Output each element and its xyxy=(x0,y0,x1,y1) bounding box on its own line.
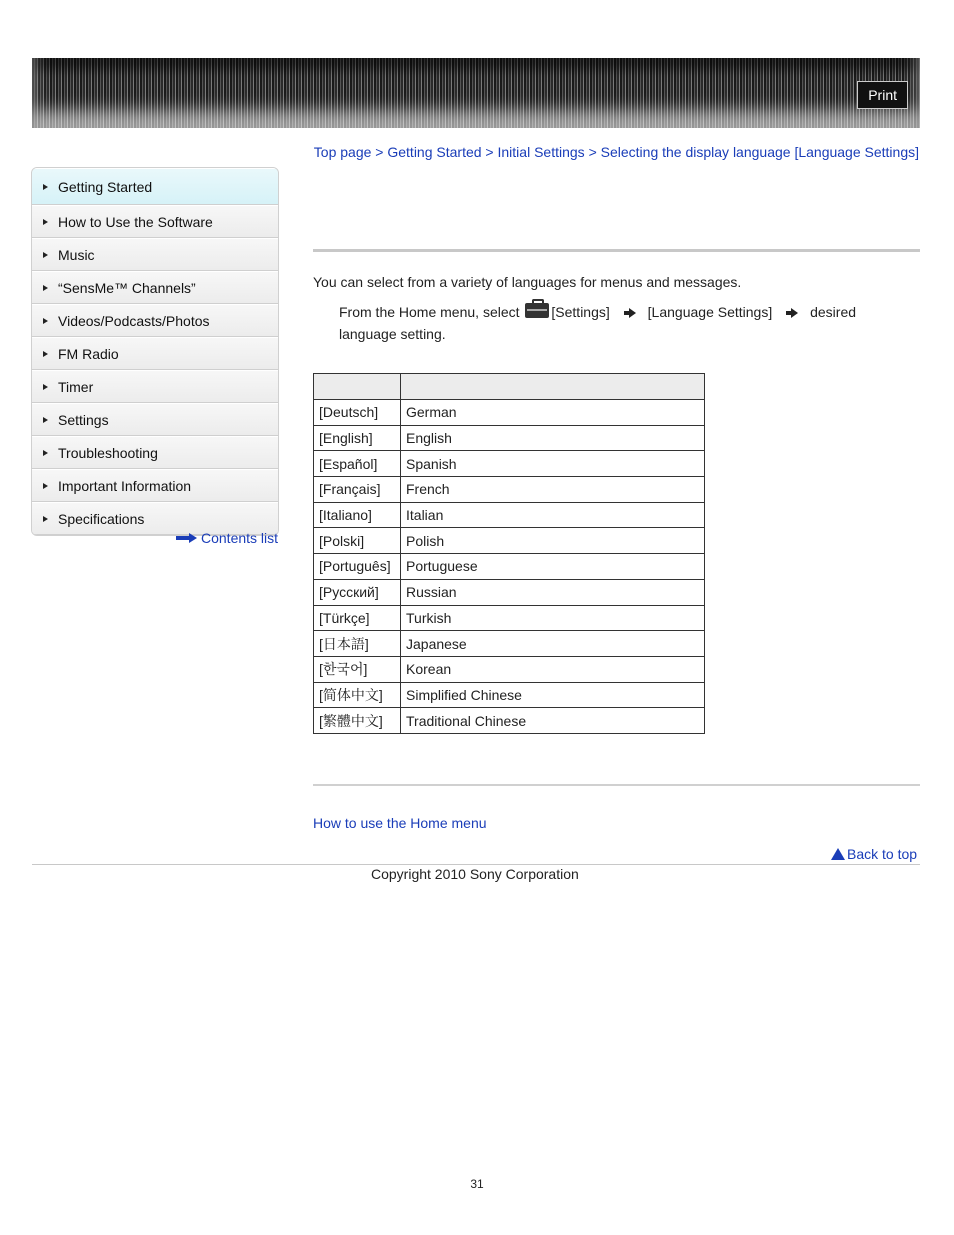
contents-list-link[interactable] xyxy=(176,530,278,546)
sidebar-item-label: Settings xyxy=(58,411,109,428)
back-to-top-link[interactable] xyxy=(831,846,917,862)
title-divider xyxy=(313,249,920,252)
table-cell: Traditional Chinese xyxy=(401,708,705,734)
table-cell: Japanese xyxy=(401,631,705,657)
table-cell: Korean xyxy=(401,656,705,682)
sidebar-item-label: Music xyxy=(58,246,95,263)
breadcrumb xyxy=(313,143,919,162)
table-row xyxy=(314,605,705,631)
step-language-settings: [Language Settings] xyxy=(647,304,773,320)
breadcrumb-separator: > xyxy=(485,144,494,160)
sidebar-item-troubleshooting[interactable] xyxy=(32,436,278,469)
sidebar-item-getting-started[interactable] xyxy=(32,168,278,205)
table-cell: [Italiano] xyxy=(314,502,401,528)
sidebar-item-label: How to Use the Software xyxy=(58,213,213,230)
triangle-right-icon xyxy=(43,483,48,489)
table-cell: Simplified Chinese xyxy=(401,682,705,708)
triangle-right-icon xyxy=(43,318,48,324)
table-cell: [繁體中文] xyxy=(314,708,401,734)
triangle-right-icon xyxy=(43,384,48,390)
step-settings: [Settings] xyxy=(551,304,610,320)
contents-list-icon xyxy=(176,533,198,543)
sidebar-item-timer[interactable] xyxy=(32,370,278,403)
breadcrumb-current-page[interactable]: Selecting the display language [Language Settings] xyxy=(600,144,919,160)
back-to-top-label: Back to top xyxy=(847,846,918,862)
copyright-text: Copyright 2010 Sony Corporation xyxy=(371,866,579,882)
sidebar-item-label: Timer xyxy=(58,378,94,395)
sidebar-item-how-to-use-software[interactable] xyxy=(32,205,278,238)
table-cell: French xyxy=(401,477,705,503)
header-banner xyxy=(32,58,920,128)
table-cell: [日本語] xyxy=(314,631,401,657)
arrow-right-icon xyxy=(786,308,798,318)
sidebar-item-videos-podcasts-photos[interactable] xyxy=(32,304,278,337)
table-row xyxy=(314,451,705,477)
sidebar-item-label: Important Information xyxy=(58,477,192,494)
sidebar-nav xyxy=(31,167,279,536)
table-cell: Turkish xyxy=(401,605,705,631)
footer-divider xyxy=(32,864,920,865)
settings-icon xyxy=(525,303,549,318)
breadcrumb-top-page[interactable]: Top page xyxy=(313,144,372,160)
triangle-right-icon xyxy=(43,285,48,291)
table-cell: English xyxy=(401,425,705,451)
table-cell: Portuguese xyxy=(401,554,705,580)
sidebar-item-label: Specifications xyxy=(58,510,145,527)
table-cell: [Polski] xyxy=(314,528,401,554)
sidebar-item-music[interactable] xyxy=(32,238,278,271)
table-row xyxy=(314,502,705,528)
step-desired-setting: desired language setting. xyxy=(339,304,857,342)
table-cell: [한국어] xyxy=(314,656,401,682)
table-cell: Italian xyxy=(401,502,705,528)
table-row xyxy=(314,477,705,503)
table-cell: [Português] xyxy=(314,554,401,580)
table-header-cell xyxy=(314,374,401,400)
triangle-right-icon xyxy=(43,417,48,423)
triangle-right-icon xyxy=(43,450,48,456)
instruction-step xyxy=(339,301,914,345)
table-cell: [Deutsch] xyxy=(314,400,401,426)
table-row xyxy=(314,400,705,426)
table-cell: [Français] xyxy=(314,477,401,503)
arrow-right-icon xyxy=(624,308,636,318)
triangle-right-icon xyxy=(43,351,48,357)
language-table xyxy=(313,373,705,734)
table-cell: [Türkçe] xyxy=(314,605,401,631)
sidebar-item-settings[interactable] xyxy=(32,403,278,436)
table-row xyxy=(314,682,705,708)
step-prefix: From the Home menu, select xyxy=(339,304,520,320)
section-divider xyxy=(313,784,920,786)
sidebar-item-label: Getting Started xyxy=(58,178,153,195)
print-button[interactable]: Print xyxy=(857,81,908,109)
table-row xyxy=(314,631,705,657)
sidebar-item-label: “SensMe™ Channels” xyxy=(58,279,196,296)
triangle-right-icon xyxy=(43,184,48,190)
table-cell: [Español] xyxy=(314,451,401,477)
table-cell: Russian xyxy=(401,579,705,605)
table-row xyxy=(314,656,705,682)
breadcrumb-initial-settings[interactable]: Initial Settings xyxy=(497,144,585,160)
table-cell: Spanish xyxy=(401,451,705,477)
home-menu-link[interactable]: How to use the Home menu xyxy=(313,815,487,831)
triangle-right-icon xyxy=(43,252,48,258)
contents-list-label: Contents list xyxy=(201,530,279,546)
table-row xyxy=(314,554,705,580)
breadcrumb-separator: > xyxy=(588,144,597,160)
table-row xyxy=(314,708,705,734)
table-row xyxy=(314,425,705,451)
triangle-right-icon xyxy=(43,219,48,225)
table-row xyxy=(314,579,705,605)
triangle-right-icon xyxy=(43,516,48,522)
breadcrumb-separator: > xyxy=(375,144,384,160)
sidebar-item-label: FM Radio xyxy=(58,345,119,362)
sidebar-item-fm-radio[interactable] xyxy=(32,337,278,370)
table-cell: [English] xyxy=(314,425,401,451)
table-header-row xyxy=(314,374,705,400)
sidebar-item-label: Troubleshooting xyxy=(58,444,158,461)
table-cell: [简体中文] xyxy=(314,682,401,708)
table-row xyxy=(314,528,705,554)
back-to-top-icon xyxy=(831,848,845,860)
sidebar-item-label: Videos/Podcasts/Photos xyxy=(58,312,210,329)
sidebar-item-important-information[interactable] xyxy=(32,469,278,502)
table-cell: Polish xyxy=(401,528,705,554)
table-header-cell xyxy=(401,374,705,400)
sidebar-item-sensme-channels[interactable] xyxy=(32,271,278,304)
table-cell: [Русский] xyxy=(314,579,401,605)
table-cell: German xyxy=(401,400,705,426)
breadcrumb-getting-started[interactable]: Getting Started xyxy=(387,144,482,160)
intro-text: You can select from a variety of languages for menus and messages. xyxy=(313,274,742,290)
page-number: 31 xyxy=(470,1177,484,1191)
